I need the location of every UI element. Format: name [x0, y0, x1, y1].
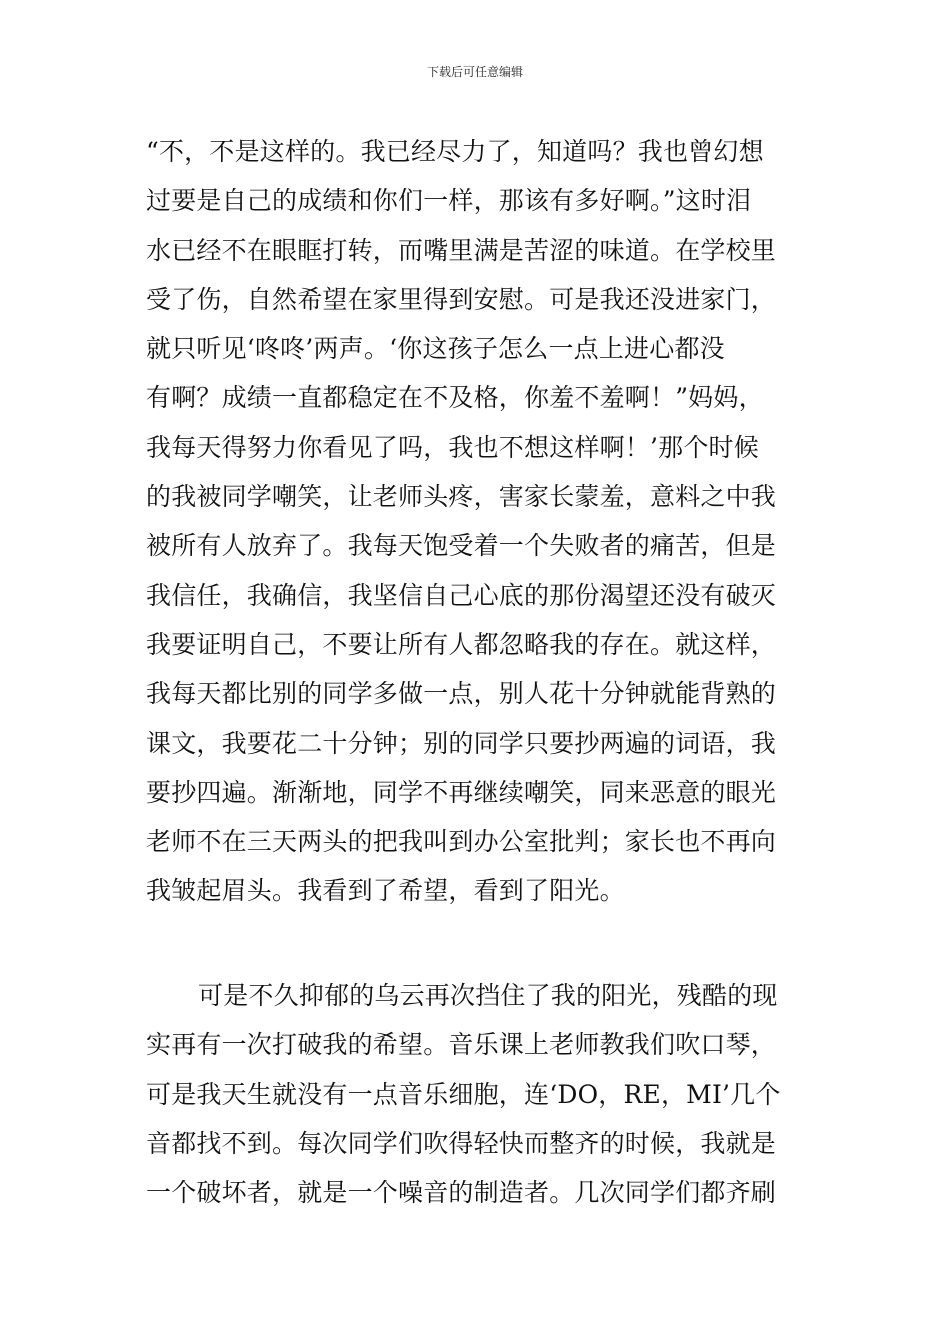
text-line: 我信任，我确信，我坚信自己心底的那份渴望还没有破灭	[146, 580, 777, 610]
text-line: 我每天都比别的同学多做一点，别人花十分钟就能背熟的	[146, 679, 777, 709]
text-line: 可是不久抑郁的乌云再次挡住了我的阳光，残酷的现	[198, 981, 778, 1010]
text-line: 的我被同学嘲笑，让老师头疼，害家长蒙羞，意料之中我	[146, 482, 777, 512]
text-line: 过要是自己的成绩和你们一样，那该有多好啊。”这时泪	[146, 186, 752, 216]
paragraph	[146, 971, 816, 1217]
text-line: 就只听见‘咚咚’两声。‘你这孩子怎么一点上进心都没	[146, 334, 725, 364]
text-line: 可是我天生就没有一点音乐细胞，连‘DO，RE，MI’几个	[146, 1079, 781, 1109]
paragraph	[146, 127, 816, 916]
text-line: 有啊？成绩一直都稳定在不及格，你羞不羞啊！”妈妈，	[146, 383, 764, 413]
text-line: 水已经不在眼眶打转，而嘴里满是苦涩的味道。在学校里	[146, 235, 777, 265]
text-line: 受了伤，自然希望在家里得到安慰。可是我还没进家门，	[146, 284, 777, 314]
text-line: 我每天得努力你看见了吗，我也不想这样啊！’那个时候	[146, 432, 759, 462]
text-line: 音都找不到。每次同学们吹得轻快而整齐的时候，我就是	[146, 1128, 777, 1158]
text-line: 一个破坏者，就是一个噪音的制造者。几次同学们都齐刷	[146, 1178, 777, 1208]
text-line: 实再有一次打破我的希望。音乐课上老师教我们吹口琴，	[146, 1030, 777, 1060]
text-line: 我要证明自己，不要让所有人都忽略我的存在。就这样，	[146, 629, 777, 659]
text-line: 老师不在三天两头的把我叫到办公室批判；家长也不再向	[146, 827, 777, 857]
text-line: 要抄四遍。渐渐地，同学不再继续嘲笑，同来恶意的眼光	[146, 777, 777, 807]
text-line: 被所有人放弃了。我每天饱受着一个失败者的痛苦，但是	[146, 531, 777, 561]
text-line: “不，不是这样的。我已经尽力了，知道吗？我也曾幻想	[146, 137, 764, 166]
page-header: 下载后可任意编辑	[426, 65, 523, 79]
text-line: 课文，我要花二十分钟；别的同学只要抄两遍的词语，我	[146, 728, 777, 758]
text-line: 我皱起眉头。我看到了希望，看到了阳光。	[146, 876, 625, 906]
